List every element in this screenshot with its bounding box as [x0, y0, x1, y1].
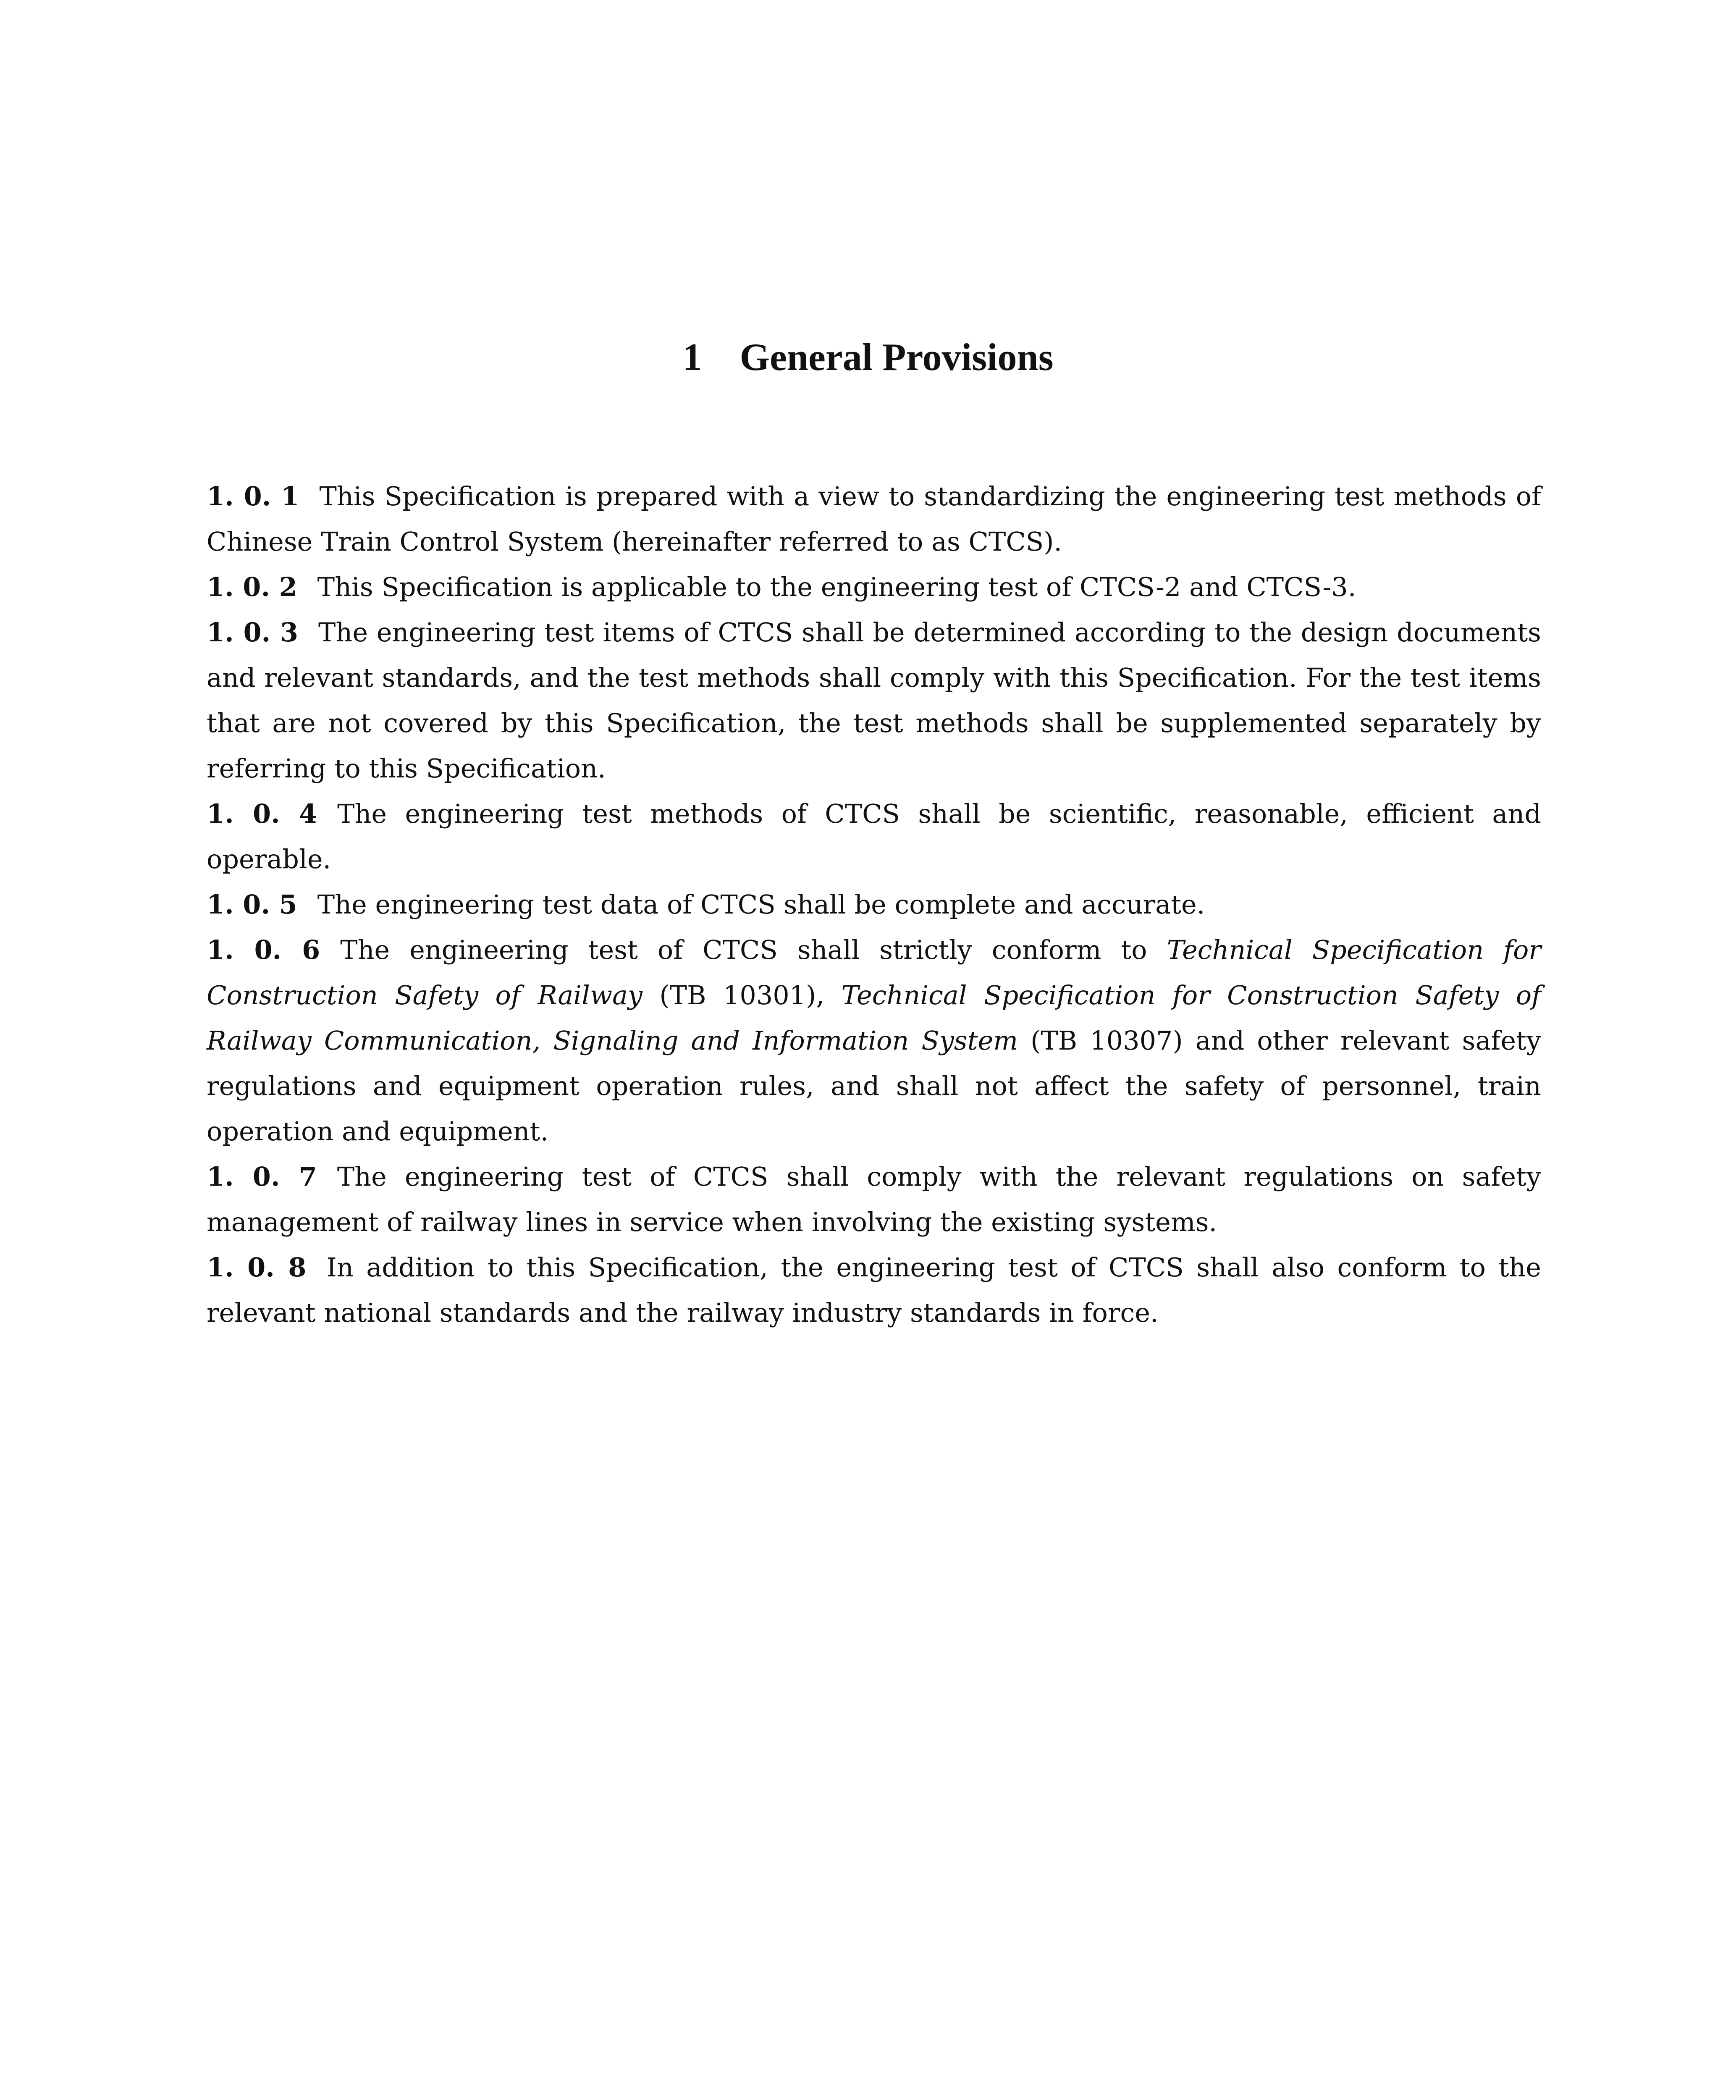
chapter-title-text: General Provisions [740, 336, 1054, 378]
clause-1-0-6 [207, 927, 1541, 1154]
clause-1-0-8 [207, 1245, 1541, 1336]
clause-text: The engineering test items of CTCS shall be determined according to the design documents and relevant standards, and the test methods shall comply with this Specification. For the test items that are not covered by this Specification, the test methods shall be supplemented separately by referring to this Specification. [207, 617, 1541, 784]
clause-1-0-1 [207, 474, 1541, 564]
clause-1-0-3 [207, 610, 1541, 791]
clause-1-0-5 [207, 882, 1541, 927]
clause-number: 1. 0. 5 [207, 889, 297, 920]
clause-text: The engineering test of CTCS shall comply with the relevant regulations on safety management of railway lines in service when involving the existing systems. [207, 1161, 1541, 1237]
clause-text-tail: (TB 10307) and other relevant safety regulations and equipment operation rules, and shall not affect the safety of personnel, train operation and equipment. [207, 1025, 1541, 1147]
clause-text: In addition to this Specification, the engineering test of CTCS shall also conform to the relevant national standards and the railway industry standards in force. [207, 1252, 1541, 1328]
clause-number: 1. 0. 2 [207, 572, 297, 602]
clause-text: This Specification is applicable to the engineering test of CTCS-2 and CTCS-3. [317, 572, 1356, 602]
clause-text: This Specification is prepared with a view to standardizing the engineering test methods of Chinese Train Control System (hereinafter referred to as CTCS). [207, 481, 1541, 557]
clause-number: 1. 0. 3 [207, 617, 299, 648]
standard-title-tb10301: Technical Specification for Construction Safety of Railway [207, 934, 1541, 1011]
clause-number: 1. 0. 1 [207, 481, 299, 512]
clause-list [207, 474, 1541, 1336]
standard-code-tb10301: (TB 10301), [642, 980, 842, 1011]
clause-number: 1. 0. 7 [207, 1161, 317, 1192]
standard-title-tb10307: Technical Specification for Construction Safety of Railway Communication, Signaling and Information System [207, 980, 1541, 1056]
clause-number: 1. 0. 6 [207, 934, 320, 965]
clause-1-0-2 [207, 564, 1541, 610]
clause-number: 1. 0. 8 [207, 1252, 307, 1283]
clause-1-0-4 [207, 791, 1541, 882]
chapter-number: 1 [682, 336, 702, 378]
clause-1-0-7 [207, 1154, 1541, 1245]
clause-text: The engineering test of CTCS shall strictly conform to [340, 934, 1167, 965]
clause-text: The engineering test data of CTCS shall be complete and accurate. [317, 889, 1205, 920]
clause-text: The engineering test methods of CTCS shall be scientific, reasonable, efficient and operable. [207, 798, 1542, 874]
chapter-title [0, 332, 1736, 382]
clause-number: 1. 0. 4 [207, 798, 317, 829]
